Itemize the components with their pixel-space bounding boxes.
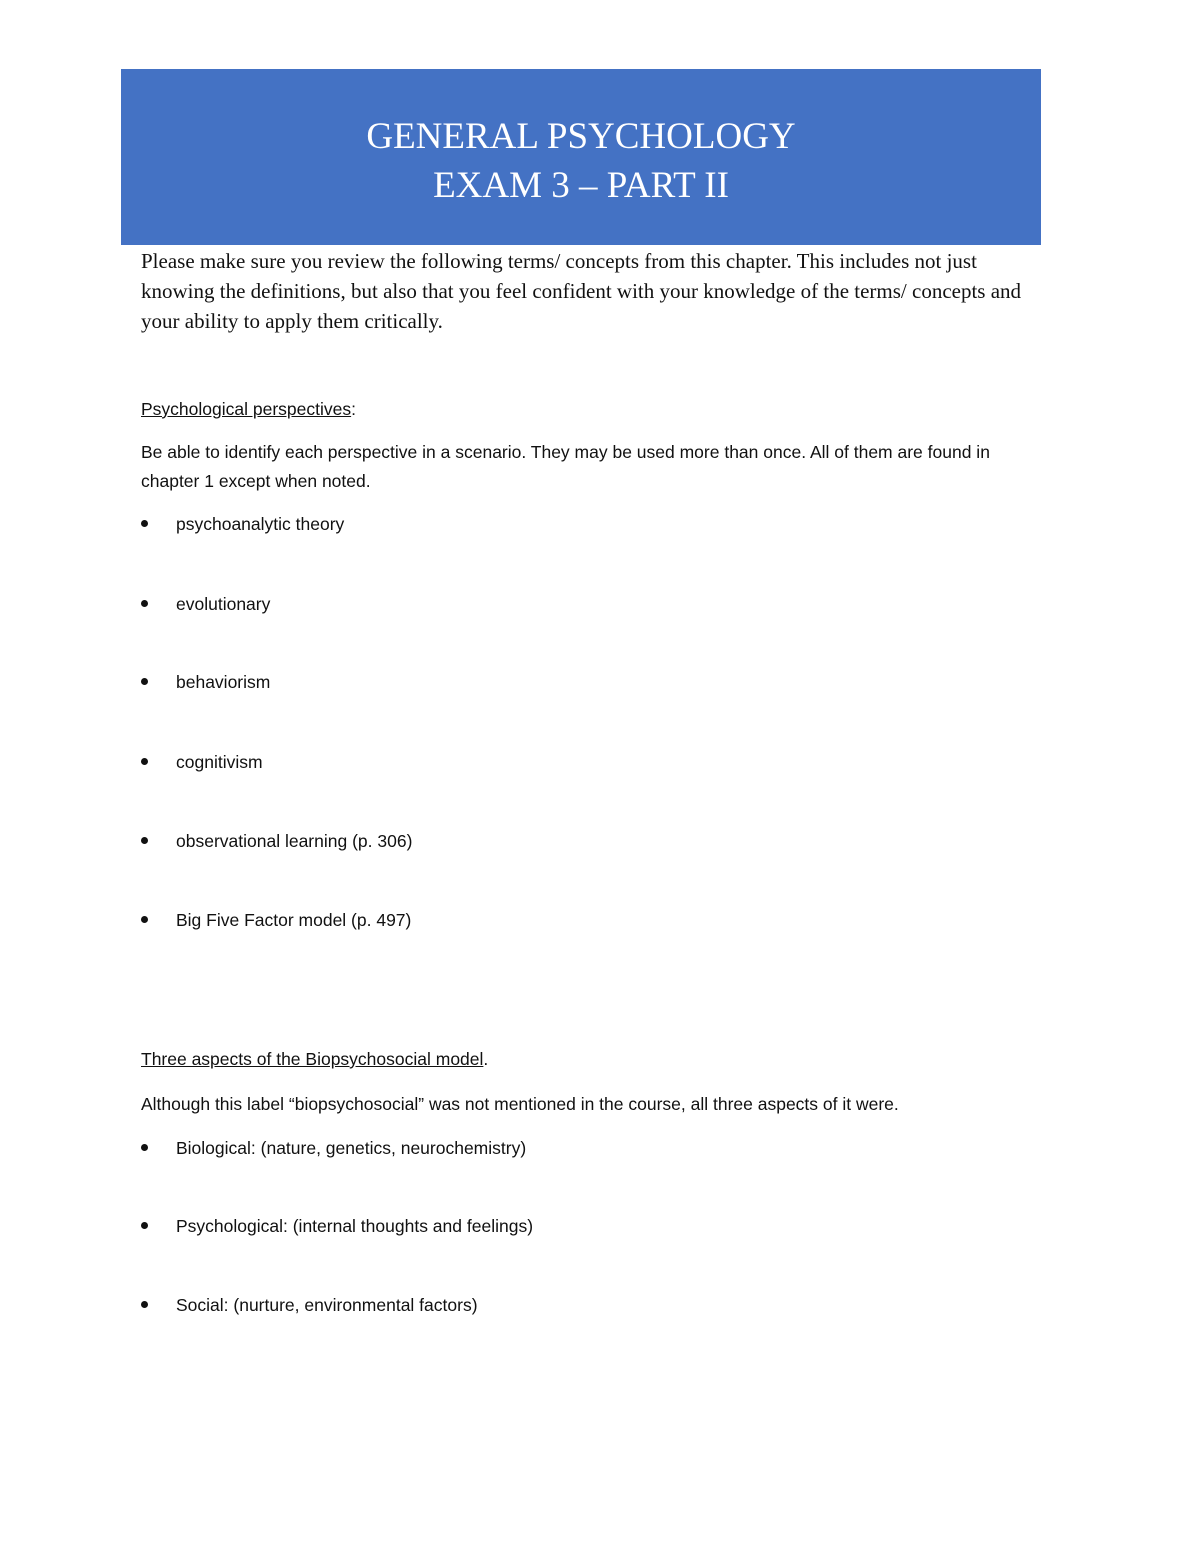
- section-description-biopsychosocial: Although this label “biopsychosocial” was not mentioned in the course, all three aspects of it were.: [141, 1094, 899, 1114]
- title-banner: [121, 69, 1041, 245]
- document-title: GENERAL PSYCHOLOGY: [366, 116, 796, 157]
- bullet-icon: [141, 520, 148, 527]
- section-heading-perspectives-text: Psychological perspectives: [141, 399, 352, 419]
- document-subtitle: EXAM 3 – PART II: [433, 165, 729, 206]
- section-heading-biopsychosocial: [141, 1047, 488, 1071]
- section-heading-biopsychosocial-suffix: .: [483, 1049, 489, 1069]
- section-heading-perspectives: [141, 397, 356, 421]
- section-heading-perspectives-suffix: :: [351, 399, 356, 419]
- section-description-perspectives: Be able to identify each perspective in a scenario. They may be used more than once. All of them are found in chapter 1 except when noted.: [141, 442, 990, 491]
- bullet-icon: [141, 758, 148, 765]
- bullet-icon: [141, 837, 148, 844]
- intro-paragraph: Please make sure you review the following terms/ concepts from this chapter. This includes not just knowing the definitions, but also that you feel confident with your knowledge of the terms/ concepts and your ability to apply them critically.: [141, 249, 1022, 333]
- bullet-icon: [141, 1301, 148, 1308]
- list-item-text: Biological: (nature, genetics, neurochemistry): [176, 1138, 527, 1158]
- bullet-icon: [141, 1144, 148, 1151]
- section-heading-biopsychosocial-text: Three aspects of the Biopsychosocial model: [141, 1049, 484, 1069]
- bullet-icon: [141, 678, 148, 685]
- list-item-text: Social: (nurture, environmental factors): [176, 1295, 478, 1315]
- list-item-text: behaviorism: [176, 672, 271, 692]
- list-item-text: psychoanalytic theory: [176, 514, 345, 534]
- bullet-icon: [141, 1222, 148, 1229]
- list-item-text: Psychological: (internal thoughts and feelings): [176, 1216, 534, 1236]
- list-item-text: observational learning (p. 306): [176, 831, 413, 851]
- list-item-text: cognitivism: [176, 752, 263, 772]
- list-item-text: Big Five Factor model (p. 497): [176, 910, 412, 930]
- list-item-text: evolutionary: [176, 594, 271, 614]
- bullet-icon: [141, 916, 148, 923]
- bullet-icon: [141, 600, 148, 607]
